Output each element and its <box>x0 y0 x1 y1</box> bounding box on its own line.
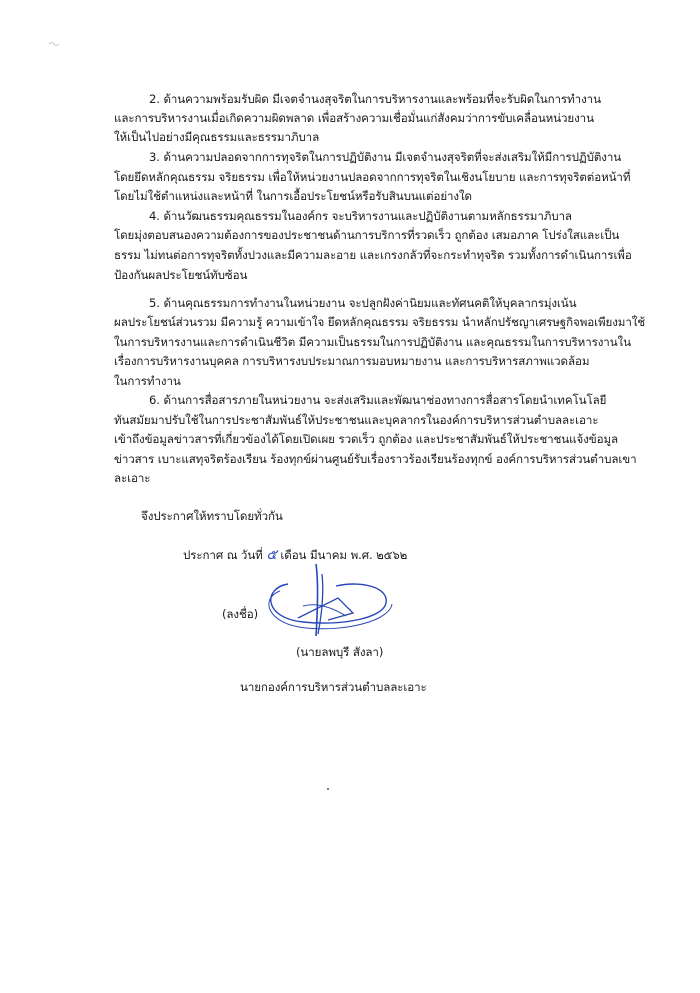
section-4-line-3: ธรรม ไม่ทนต่อการทุจริตทั้งปวงและมีความละอาย และเกรงกลัวที่จะกระทำทุจริต รวมทั้งการดำเนินการเพื่อ <box>114 248 632 262</box>
section-4-line-2: โดยมุ่งตอบสนองความต้องการของประชาชนด้านการบริการที่รวดเร็ว ถูกต้อง เสมอภาค โปร่งใสและเป็น <box>114 228 620 242</box>
section-5-line-3: ในการบริหารงานและการดำเนินชีวิต มีความเป็นธรรมในการปฏิบัติงาน และคุณธรรมในการบริหารงานใน <box>114 335 631 349</box>
section-6-line-2: ทันสมัยมาปรับใช้ในการประชาสัมพันธ์ให้ประชาชนและบุคลากรในองค์การบริหารส่วนตำบลละเอาะ <box>114 413 599 427</box>
section-5-line-1: 5. ด้านคุณธรรมการทำงานในหน่วยงาน จะปลูกฝังค่านิยมและทัศนคติให้บุคลากรมุ่งเน้น <box>149 296 577 310</box>
section-6-line-4: ข่าวสาร เบาะแสทุจริตร้องเรียน ร้องทุกข์ผ่านศูนย์รับเรื่องราวร้องเรียนร้องทุกข์ องค์การบริหารส่วนตำบลเขา <box>114 452 637 466</box>
section-5-line-5: ในการทำงาน <box>114 374 181 388</box>
announce-day-handwritten: ๕ <box>266 547 277 563</box>
announce-month: มีนาคม <box>309 548 347 562</box>
section-6-line-3: เข้าถึงข้อมูลข่าวสารที่เกี่ยวข้องได้โดยเปิดเผย รวดเร็ว ถูกต้อง และประชาสัมพันธ์ให้ประชาชนแจ้งข้อมูล <box>114 432 618 446</box>
section-4-line-1: 4. ด้านวัฒนธรรมคุณธรรมในองค์กร จะบริหารงานและปฏิบัติงานตามหลักธรรมาภิบาล <box>149 209 572 223</box>
announce-prefix: ประกาศ ณ วันที่ <box>183 548 263 562</box>
section-4-line-4: ป้องกันผลประโยชน์ทับซ้อน <box>114 268 248 282</box>
section-2-line-1: 2. ด้านความพร้อมรับผิด มีเจตจำนงสุจริตในการบริหารงานและพร้อมที่จะรับผิดในการทำงาน <box>149 92 601 106</box>
section-6-line-5: ละเอาะ <box>114 471 151 485</box>
section-5-line-2: ผลประโยชน์ส่วนรวม มีความรู้ ความเข้าใจ ยึดหลักคุณธรรม จริยธรรม นำหลักปรัชญาเศรษฐกิจพอเพียงมาใช้ <box>114 315 646 329</box>
section-2-line-2: และการบริหารงานเมื่อเกิดความผิดพลาด เพื่อสร้างความเชื่อมั่นแก่สังคมว่าการขับเคลื่อนหน่วยงาน <box>114 111 594 125</box>
sign-label: (ลงชื่อ) <box>222 607 259 621</box>
section-3-line-3: โดยไม่ใช้ตำแหน่งและหน้าที่ ในการเอื้อประโยชน์หรือรับสินบนแต่อย่างใด <box>114 189 472 203</box>
section-5-line-4: เรื่องการบริหารงานบุคคล การบริหารงบประมาณการมอบหมายงาน และการบริหารสภาพแวดล้อม <box>114 354 590 368</box>
stray-dot <box>327 788 329 790</box>
scan-speck-mark <box>48 40 60 48</box>
signer-position: นายกองค์การบริหารส่วนตำบลละเอาะ <box>240 680 427 694</box>
announce-month-label: เดือน <box>280 548 307 562</box>
closing-statement: จึงประกาศให้ทราบโดยทั่วกัน <box>141 509 283 523</box>
section-2-line-3: ให้เป็นไปอย่างมีคุณธรรมและธรรมาภิบาล <box>114 130 320 144</box>
section-6-line-1: 6. ด้านการสื่อสารภายในหน่วยงาน จะส่งเสริมและพัฒนาช่องทางการสื่อสารโดยนำเทคโนโลยี <box>149 393 607 407</box>
section-3-line-2: โดยยึดหลักคุณธรรม จริยธรรม เพื่อให้หน่วยงานปลอดจากการทุจริตในเชิงนโยบาย และการทุจริตต่อหน้าที่ <box>114 170 631 184</box>
section-3-line-1: 3. ด้านความปลอดจากการทุจริตในการปฏิบัติงาน มีเจตจำนงสุจริตที่จะส่งเสริมให้มีการปฏิบัติงาน <box>149 150 622 164</box>
announce-year: พ.ศ. ๒๕๖๒ <box>350 548 408 562</box>
signer-name: (นายลพบุรี สังลา) <box>296 645 384 659</box>
handwritten-signature <box>258 558 398 648</box>
